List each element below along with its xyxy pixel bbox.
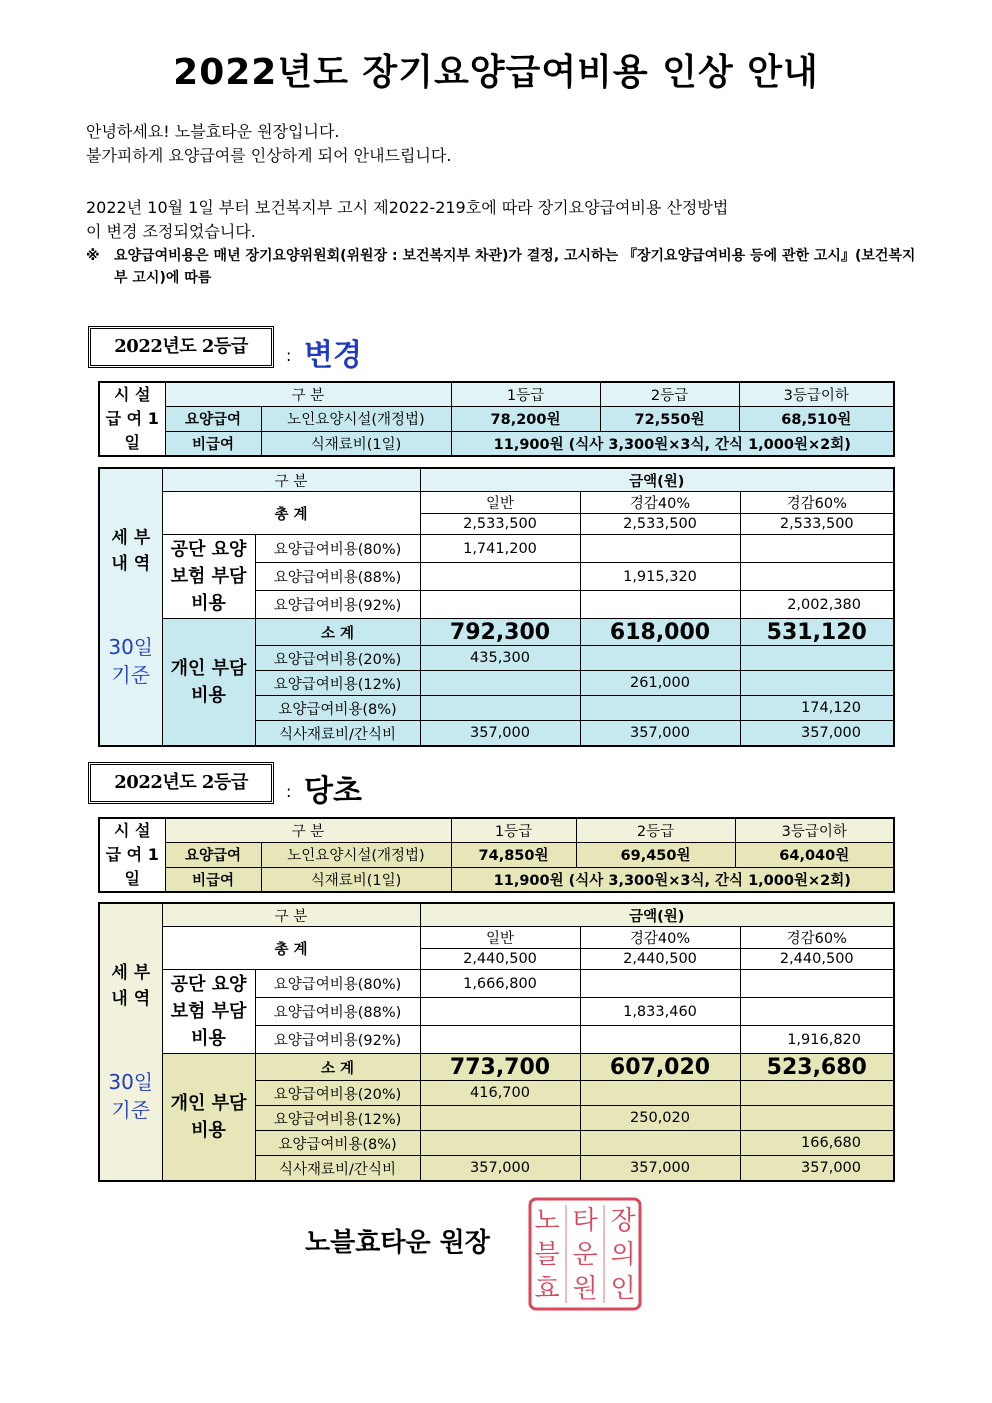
facility-header-grade1: 1등급 (451, 382, 600, 407)
facility-header-grade2: 2등급 (576, 818, 735, 843)
detail-side-label: 세 부 내 역 (111, 963, 151, 1009)
facility-header-grade1: 1등급 (451, 818, 576, 843)
section-colon: : (286, 346, 292, 365)
pub2-value: 1,833,460 (580, 998, 740, 1026)
total-general: 2,533,500 (420, 514, 580, 535)
detail-side-label: 세 부 내 역 (111, 528, 151, 574)
intro-notice: 불가피하게 요양급여를 인상하게 되어 안내드립니다. (86, 146, 452, 165)
public-group-label: 공단 요양보험 부담비용 (162, 970, 255, 1054)
detail-header-gubun: 구 분 (162, 903, 420, 927)
p2-value: 250,020 (580, 1106, 740, 1131)
p3-label: 요양급여비용(8%) (255, 1131, 420, 1156)
care-grade1: 78,200원 (451, 407, 600, 431)
p2-label: 요양급여비용(12%) (255, 671, 420, 696)
pub3-value: 1,916,820 (740, 1026, 894, 1054)
p2-label: 요양급여비용(12%) (255, 1106, 420, 1131)
meal-label: 식사재료비/간식비 (255, 721, 420, 747)
meal-general: 357,000 (420, 1156, 580, 1182)
detail-side (99, 903, 162, 1181)
pub3-label: 요양급여비용(92%) (255, 591, 420, 619)
pub3-label: 요양급여비용(92%) (255, 1026, 420, 1054)
total-general: 2,440,500 (420, 949, 580, 970)
intro-change: 2022년 10월 1일 부터 보건복지부 고시 제2022-219호에 따라 장기요양급여비용 산정방법 (86, 198, 729, 217)
facility-header-gubun: 구 분 (165, 818, 451, 843)
detail-table-original (98, 902, 895, 1182)
p2-value: 261,000 (580, 671, 740, 696)
total-reduce40: 2,533,500 (580, 514, 740, 535)
detail-side-period: 30일 기준 (108, 635, 154, 687)
section-colon: : (286, 782, 292, 801)
section-label-original: 2022년도 2등급 (88, 762, 274, 804)
pub2-value: 1,915,320 (580, 563, 740, 591)
care-grade3: 68,510원 (739, 407, 894, 431)
section-label-revised: 2022년도 2등급 (88, 326, 274, 368)
care-grade2: 69,450원 (576, 843, 735, 867)
care-item: 노인요양시설(개정법) (261, 843, 451, 867)
seal-glyph: 블 (534, 1240, 560, 1270)
seal-glyph: 노 (534, 1206, 560, 1236)
col-reduce60: 경감60% (740, 492, 894, 514)
seal-glyph: 원 (572, 1274, 598, 1304)
facility-table-revised (98, 381, 895, 457)
facility-side-label: 시 설 급 여 1 일 (99, 382, 165, 456)
p1-value: 435,300 (420, 646, 580, 671)
total-reduce40: 2,440,500 (580, 949, 740, 970)
total-reduce60: 2,440,500 (740, 949, 894, 970)
subtotal-reduce40: 607,020 (580, 1054, 740, 1081)
public-group-label: 공단 요양보험 부담비용 (162, 535, 255, 619)
pub1-label: 요양급여비용(80%) (255, 535, 420, 563)
col-reduce60: 경감60% (740, 927, 894, 949)
note-mark: ※ (86, 248, 100, 264)
meal-reduce40: 357,000 (580, 1156, 740, 1182)
noncare-value: 11,900원 (식사 3,300원×3식, 간식 1,000원×2회) (451, 431, 894, 456)
detail-side-period: 30일 기준 (108, 1070, 154, 1122)
facility-header-grade2: 2등급 (600, 382, 739, 407)
total-reduce60: 2,533,500 (740, 514, 894, 535)
p3-value: 166,680 (740, 1131, 894, 1156)
facility-table-original (98, 817, 895, 893)
subtotal-label: 소 계 (255, 1054, 420, 1081)
care-label: 요양급여 (165, 843, 261, 867)
intro-change-cont: 이 변경 조정되었습니다. (86, 222, 256, 241)
p1-label: 요양급여비용(20%) (255, 646, 420, 671)
col-reduce40: 경감40% (580, 927, 740, 949)
facility-side-label: 시 설 급 여 1 일 (99, 818, 165, 892)
meal-reduce60: 357,000 (740, 1156, 894, 1182)
subtotal-general: 773,700 (420, 1054, 580, 1081)
intro-greeting: 안녕하세요! 노블효타운 원장입니다. (86, 122, 340, 141)
noncare-item: 식재료비(1일) (261, 431, 451, 456)
meal-reduce40: 357,000 (580, 721, 740, 747)
care-grade3: 64,040원 (735, 843, 894, 867)
p3-value: 174,120 (740, 696, 894, 721)
personal-group-label: 개인 부담비용 (162, 619, 255, 747)
meal-reduce60: 357,000 (740, 721, 894, 747)
seal-glyph: 장 (610, 1206, 636, 1236)
col-reduce40: 경감40% (580, 492, 740, 514)
detail-header-amount: 금액(원) (420, 903, 894, 927)
noncare-value: 11,900원 (식사 3,300원×3식, 간식 1,000원×2회) (451, 867, 894, 892)
subtotal-reduce60: 523,680 (740, 1054, 894, 1081)
section-title-original: 당초 (304, 774, 362, 809)
seal-glyph: 의 (610, 1240, 636, 1270)
care-grade1: 74,850원 (451, 843, 576, 867)
pub1-value: 1,741,200 (420, 535, 580, 563)
subtotal-reduce40: 618,000 (580, 619, 740, 646)
care-item: 노인요양시설(개정법) (261, 407, 451, 431)
facility-header-gubun: 구 분 (165, 382, 451, 407)
detail-header-amount: 금액(원) (420, 468, 894, 492)
facility-header-grade3: 3등급이하 (735, 818, 894, 843)
subtotal-label: 소 계 (255, 619, 420, 646)
p1-label: 요양급여비용(20%) (255, 1081, 420, 1106)
pub2-label: 요양급여비용(88%) (255, 998, 420, 1026)
detail-table-revised (98, 467, 895, 747)
meal-general: 357,000 (420, 721, 580, 747)
p1-value: 416,700 (420, 1081, 580, 1106)
seal-glyph: 인 (610, 1274, 636, 1304)
signature: 노블효타운 원장 (305, 1228, 490, 1258)
seal-glyph: 타 (572, 1206, 598, 1236)
personal-group-label: 개인 부담비용 (162, 1054, 255, 1182)
noncare-label: 비급여 (165, 431, 261, 456)
col-general: 일반 (420, 492, 580, 514)
pub1-value: 1,666,800 (420, 970, 580, 998)
total-label: 총 계 (162, 492, 420, 535)
legal-note (86, 245, 916, 289)
seal-glyph: 효 (534, 1274, 560, 1304)
noncare-item: 식재료비(1일) (261, 867, 451, 892)
total-label: 총 계 (162, 927, 420, 970)
pub3-value: 2,002,380 (740, 591, 894, 619)
col-general: 일반 (420, 927, 580, 949)
care-grade2: 72,550원 (600, 407, 739, 431)
section-title-revised: 변경 (304, 338, 362, 373)
facility-header-grade3: 3등급이하 (739, 382, 894, 407)
pub1-label: 요양급여비용(80%) (255, 970, 420, 998)
note-text: 요양급여비용은 매년 장기요양위원회(위원장 : 보건복지부 차관)가 결정, 고시하는 『장기요양급여비용 등에 관한 고시』(보건복지부 고시)에 따름 (114, 248, 916, 286)
meal-label: 식사재료비/간식비 (255, 1156, 420, 1182)
seal-glyph: 운 (572, 1240, 598, 1270)
noncare-label: 비급여 (165, 867, 261, 892)
p3-label: 요양급여비용(8%) (255, 696, 420, 721)
detail-header-gubun: 구 분 (162, 468, 420, 492)
pub2-label: 요양급여비용(88%) (255, 563, 420, 591)
care-label: 요양급여 (165, 407, 261, 431)
subtotal-reduce60: 531,120 (740, 619, 894, 646)
page-title: 2022년도 장기요양급여비용 인상 안내 (173, 52, 819, 93)
official-seal-stamp (526, 1195, 644, 1313)
detail-side (99, 468, 162, 746)
subtotal-general: 792,300 (420, 619, 580, 646)
